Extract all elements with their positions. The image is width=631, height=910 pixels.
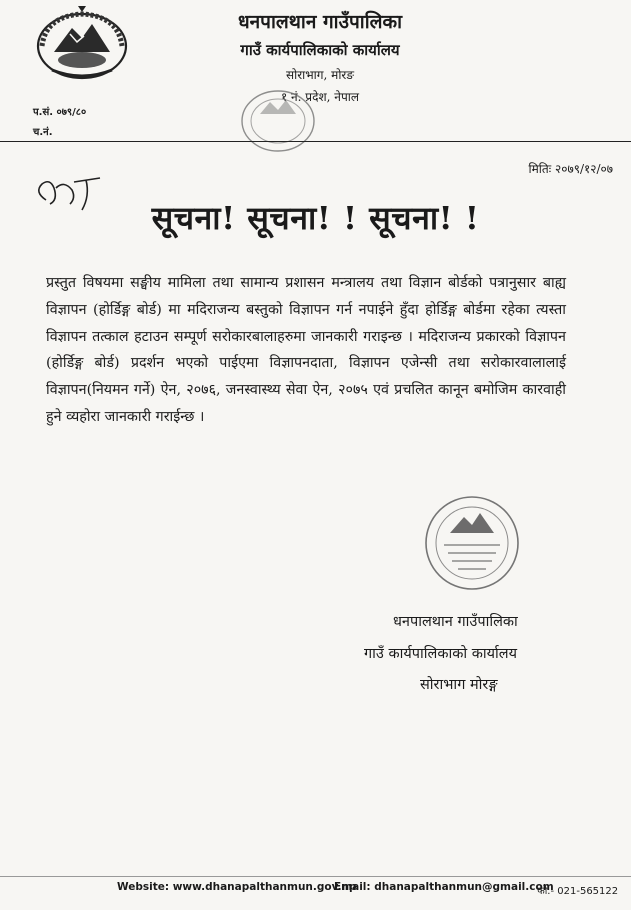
footer-phone: फो.- 021-565122: [537, 886, 619, 897]
office-address: सोराभाग, मोरङ: [285, 68, 354, 82]
reference-number: प.सं. ०७९/८०: [33, 107, 87, 118]
dispatch-number: च.नं.: [33, 127, 53, 138]
notice-heading: सूचना! सूचना! ! सूचना! !: [151, 199, 480, 237]
footer-email: Email: dhanapalthanmun@gmail.com: [334, 881, 554, 893]
header-divider: [0, 141, 631, 142]
office-province: १ नं. प्रदेश, नेपाल: [280, 90, 360, 104]
office-subtitle: गाउँ कार्यपालिकाको कार्यालय: [240, 41, 400, 59]
municipality-title: धनपालथान गाउँपालिका: [237, 11, 403, 33]
nepal-emblem-logo: [32, 6, 132, 82]
signature-location: सोराभाग मोरङ्ग: [420, 677, 498, 693]
signature-municipality: धनपालथान गाउँपालिका: [393, 614, 518, 630]
notice-body: प्रस्तुत विषयमा सङ्घीय मामिला तथा सामान्य प्रशासन मन्त्रालय तथा विज्ञान बोर्डको पत्रानुसार बाह्य विज्ञापन (होर्डिङ्ग बोर्ड) मा मदिराजन्य बस्तुको विज्ञापन गर्न नपाईने हुँदा होर्डिङ्ग बोर्डमा रहेका त्यस्ता विज्ञापन तत्काल हटाउन सम्पूर्ण सरोकारबालाहरुमा जानकारी गराइन्छ । मदिराजन्य प्रकारको विज्ञापन (होर्डिङ्ग बोर्ड) प्रदर्शन भएको पाईएमा विज्ञापनदाता, विज्ञापन एजेन्सी तथा सरोकारवालालाई विज्ञापन(नियमन गर्ने) ऐन, २०७६, जनस्वास्थ्य सेवा ऐन, २०७५ एवं प्रचलित कानून बमोजिम कारवाही हुने व्यहोरा जानकारी गराईन्छ ।: [46, 275, 566, 425]
footer-website: Website: www.dhanapalthanmun.gov.np: [117, 881, 357, 893]
office-stamp-bottom: [420, 493, 525, 593]
signature-office: गाउँ कार्यपालिकाको कार्यालय: [364, 646, 518, 662]
footer-divider: [0, 876, 631, 877]
document-date: मितिः २०७९/१२/०७: [528, 162, 613, 176]
office-stamp-top: [238, 86, 318, 156]
